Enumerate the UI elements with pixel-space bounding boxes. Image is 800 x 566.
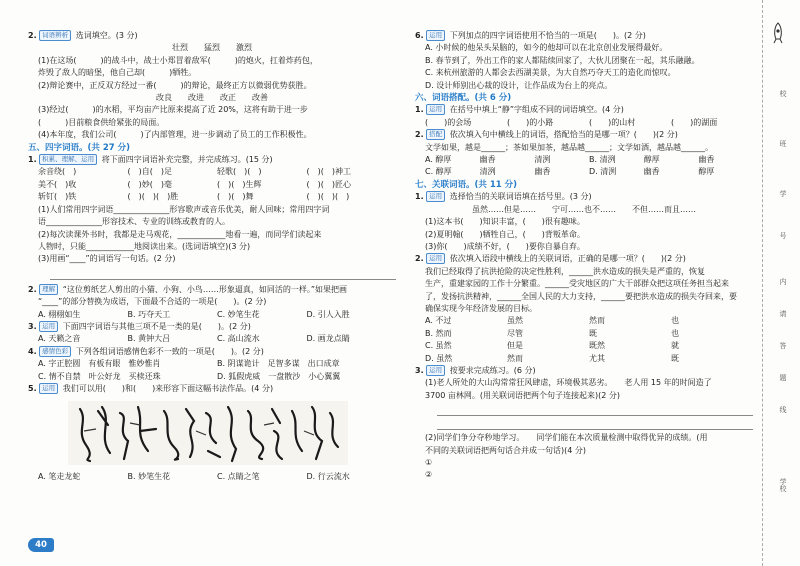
sentence: (2)同学们争分夺秒地学习。 同学们能在本次质量检测中取得优异的成绩。(用 — [425, 433, 708, 443]
binding-label: 内 — [779, 278, 787, 285]
binding-label: 校 — [779, 90, 787, 97]
option[interactable]: D. 引人入胜 — [306, 309, 350, 319]
sentence: 语______________形容技术、专业的训练或教育的人。 — [38, 217, 230, 227]
sentence: 人物时，只能____________地阅读出来。(选词语填空)(3 分) — [38, 241, 251, 251]
right-column — [415, 30, 753, 482]
sentence: (2)夏明翰( )牺牲自己，( )背叛革命。 — [425, 229, 585, 239]
option[interactable]: C. 点睛之笔 — [217, 472, 260, 482]
option[interactable]: A. 栩栩如生 — [38, 309, 81, 319]
sentence: (2)每次读课外书时，我都是走马观花，____________地看一遍，而同学们读起来 — [38, 229, 322, 239]
sentence: (4)本年度，我们公司( )了内部管理，进一步调动了员工的工作积极性。 — [38, 130, 312, 140]
sentence: (1)老人所处的大山沟常常狂风肆虐，环境极其恶劣。 老人用 15 年的时间造了 — [425, 378, 712, 388]
options — [28, 371, 396, 383]
word-choices: 虽然……但是…… 宁可……也不…… 不但……而且…… — [472, 204, 696, 214]
answer-2[interactable]: ② — [425, 470, 433, 480]
word-choices: 壮烈 猛烈 激烈 — [172, 43, 252, 53]
options — [28, 471, 396, 483]
binding-label: 请 — [779, 310, 787, 317]
answer-line[interactable] — [437, 404, 753, 416]
paragraph-line: 生产，重建家园的工作十分繁重。______受灾地区的广大干部群众把这项任务担当起来 — [425, 279, 729, 289]
question-tag: 搭配 — [426, 129, 445, 140]
option[interactable]: B. 春节到了，外出工作的家人都陆续回家了，大伙儿团聚在一起，其乐融融。 — [425, 55, 700, 65]
sentence: 炸毁了敌人的暗堡，他自己却( )牺牲。 — [38, 68, 197, 78]
section-title: 七、关联词语。(共 11 分) — [415, 179, 518, 190]
sentence: (3)你( )成绩不好，( )要你自暴自弃。 — [425, 241, 585, 251]
calligraphy-image — [68, 401, 348, 465]
question-2: 2. 运用 依次填入语段中横线上的关联词语，正确的是哪一项？( )(2 分) — [415, 254, 686, 264]
question-6: 6. 运用 下列加点的四字词语使用不恰当的一项是( )。(2 分) — [415, 31, 646, 40]
question-tag: 感情色彩 — [39, 346, 71, 357]
sentence: 文学如果，越是______；茶如果加茶，越品越______；文学如酒，越品越______。 — [425, 142, 713, 152]
sentence: (3)经过( )的水稻，平均亩产比原来提高了近 20%，这将有助于进一步 — [38, 105, 308, 115]
section-title: 五、四字词语。(共 27 分) — [28, 142, 131, 153]
sentence: “____”的部分替换为成语，下面最不合适的一项是( )。(2 分) — [38, 297, 267, 307]
options — [28, 309, 396, 321]
question-tag: 词语辨析 — [39, 30, 71, 41]
question-1: 1. 运用 选择恰当的关联词语填在括号里。(3 分) — [415, 192, 592, 202]
question-5: 5. 运用 我们可以用( )和( )来形容下面这幅书法作品。(4 分) — [28, 383, 274, 393]
binding-label: 学校 — [779, 478, 787, 492]
word-choices: 改良 改进 改正 改善 — [156, 93, 268, 103]
options — [28, 358, 396, 370]
option[interactable]: C. 情不自禁 叶公好龙 买椟还珠 — [38, 371, 161, 381]
idiom-row: 余音绕( ) ( )自( )足 轻歌( )( ) ( )( )神工 — [38, 167, 351, 177]
sentence: (1)在这场( )的战斗中，战士小郑冒着敌军( )的炮火，扛着炸药包， — [38, 55, 318, 65]
question-2: 2. 搭配 依次填入句中横线上的词语，搭配恰当的是哪一项？( )(2 分) — [415, 130, 678, 140]
answer-line[interactable] — [50, 268, 396, 280]
option-row[interactable]: C. 虽然 但是 既然 就 — [425, 341, 679, 351]
question-tag: 运用 — [426, 104, 445, 115]
question-2: 2. 理解 “这位剪纸艺人剪出的小猫、小狗、小鸟……形象逼真，如同活的一样。”如果把画 — [28, 284, 347, 294]
answer-1[interactable]: ① — [425, 458, 433, 467]
option-row[interactable]: D. 虽然 然而 尤其 既 — [425, 353, 679, 363]
binding-label: 线 — [779, 406, 787, 413]
option[interactable]: A. 小时候的他呆头呆脑的，如今的他却可以在北京创业发展得最好。 — [425, 43, 668, 53]
sentence: (1)人们常用四字词语______________形容歌声或音乐优美，耐人回味；常用四字词 — [38, 204, 330, 214]
question-tag: 运用 — [426, 30, 445, 41]
option[interactable]: C. 妙笔生花 — [217, 309, 260, 319]
paragraph-line: 了，发扬抗洪精神，______全国人民的大力支持，______要把洪水造成的损失夺回来，要 — [425, 291, 737, 301]
sentence: (3)用画“____”的词语写一句话。(2 分) — [38, 254, 176, 264]
idiom-row: 斩钉( )铁 ( )( )( )胜 ( )( )舞 ( )( )( ) — [38, 192, 350, 202]
question-tag: 运用 — [426, 253, 445, 264]
option[interactable]: B. 妙笔生花 — [127, 472, 171, 482]
sentence: 不同的关联词语把两句话合并成一句话)(4 分) — [425, 445, 586, 455]
binding-label: 学 — [779, 190, 787, 197]
question-tag: 理解 — [39, 284, 58, 295]
option[interactable]: D. 画龙点睛 — [306, 334, 350, 344]
sentence: ( )目前粮食供给紧张的局面。 — [38, 117, 165, 127]
option[interactable]: B. 阴谋诡计 足智多谋 出口成章 — [217, 359, 340, 369]
option[interactable]: D. 设计师别出心裁的设计，让作品成为台上的亮点。 — [425, 80, 613, 90]
rocket-icon — [771, 22, 785, 44]
option[interactable]: D. 狐假虎威 一盘散沙 小心翼翼 — [217, 371, 341, 381]
sentence: (1)这本书( )知识丰富，( )很有趣味。 — [425, 217, 585, 227]
question-tag: 运用 — [426, 191, 445, 202]
left-column — [28, 30, 396, 484]
idiom-row: 美不( )收 ( )妙( )毫 ( )( )生辉 ( )( )匠心 — [38, 179, 351, 189]
option[interactable]: A. 字正腔圆 有板有眼 惟妙惟肖 — [38, 359, 161, 369]
binding-label: 题 — [779, 374, 787, 381]
option[interactable]: C. 高山流水 — [217, 334, 260, 344]
question-tag: 运用 — [39, 321, 58, 332]
blank-row: ( )的会场 ( )的小路 ( )的山村 ( )的湖面 — [425, 117, 718, 127]
answer-line[interactable] — [437, 418, 753, 430]
question-1: 1. 运用 在括号中填上“静”字组成不同的词语填空。(4 分) — [415, 105, 624, 115]
question-tag: 积累、理解、运用 — [39, 154, 97, 165]
option-row[interactable]: C. 醇厚 清洌 幽香 D. 清洌 幽香 醇厚 — [425, 167, 715, 177]
option-row[interactable]: A. 醇厚 幽香 清洌 B. 清洌 醇厚 幽香 — [425, 155, 715, 165]
option[interactable]: D. 行云流水 — [306, 472, 350, 482]
option[interactable]: A. 笔走龙蛇 — [38, 472, 81, 482]
sentence: 3700 亩林网。(用关联词语把两个句子连接起来)(2 分) — [425, 390, 621, 400]
question-tag: 运用 — [39, 383, 58, 394]
option[interactable]: A. 天籁之音 — [38, 334, 81, 344]
question-1: 1. 积累、理解、运用 将下面四字词语补充完整，并完成练习。(15 分) — [28, 155, 273, 165]
option-row[interactable]: B. 然而 尽管 既 也 — [425, 328, 679, 338]
paragraph-line: 确保实现今年经济发展的目标。 — [425, 303, 537, 313]
section-title: 六、词语搭配。(共 6 分) — [415, 93, 512, 104]
paragraph-line: 我们已经取得了抗洪抢险的决定性胜利，______洪水造成的损失是严重的，恢复 — [425, 266, 705, 276]
binding-label: 班 — [779, 140, 787, 147]
question-3: 3. 运用 下面四字词语与其他三项不是一类的是( )。(2 分) — [28, 321, 251, 331]
option[interactable]: C. 来杭州旅游的人都会去西湖美景，为大自然巧夺天工的造化而惊叹。 — [425, 68, 676, 78]
option[interactable]: B. 巧夺天工 — [127, 309, 171, 319]
question-tag: 运用 — [426, 365, 445, 376]
sentence: (2)辩论赛中，正反双方经过一番( )的辩论，最终正方以微弱优势获胜。 — [38, 80, 312, 90]
question-4: 4. 感情色彩 下列各组词语感情色彩不一致的一项是( )。(2 分) — [28, 346, 264, 356]
option[interactable]: B. 黄钟大吕 — [127, 334, 171, 344]
page-number: 40 — [28, 538, 54, 552]
question-2: 2. 词语辨析 选词填空。(3 分) — [28, 31, 138, 40]
options — [28, 333, 396, 345]
option-row[interactable]: A. 不过 虽然 然而 也 — [425, 316, 679, 326]
binding-label: 号 — [779, 232, 787, 239]
binding-label: 答 — [779, 342, 787, 349]
question-3: 3. 运用 按要求完成练习。(6 分) — [415, 365, 536, 375]
